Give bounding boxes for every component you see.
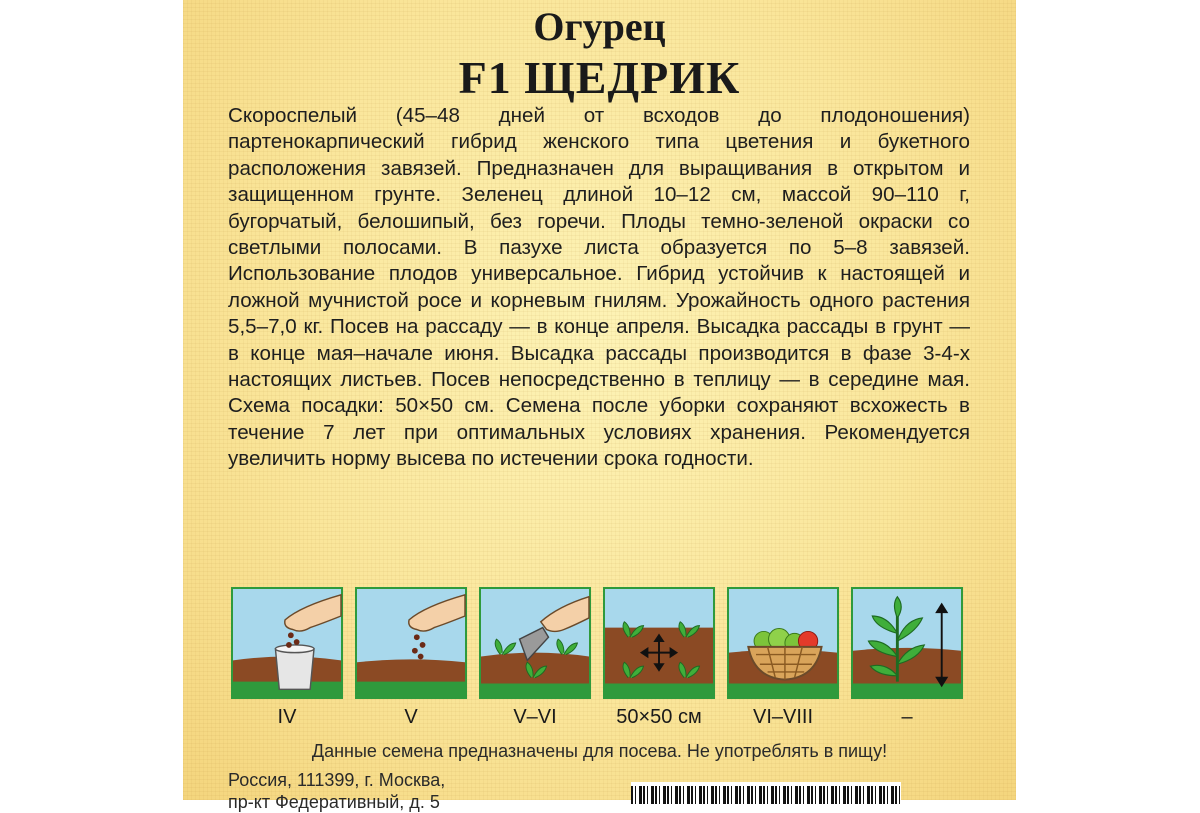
transplanting-seedlings-icon xyxy=(479,587,591,699)
packet-title xyxy=(183,3,1016,105)
address-line-1: Россия, 111399, г. Москва, xyxy=(228,770,446,790)
icon-label-harvest: VI–VIII xyxy=(752,706,814,728)
icon-label-transplanting: V–VI xyxy=(513,706,557,728)
icon-label-sowing-ground: V xyxy=(404,706,418,728)
sowing-in-ground-icon xyxy=(355,587,467,699)
harvest-basket-icon xyxy=(727,587,839,699)
icon-label-sowing-pot: IV xyxy=(277,706,297,728)
variety-name: F1 ЩЕДРИК xyxy=(458,52,741,103)
icon-label-plant-height: – xyxy=(901,706,913,728)
not-for-food-warning: Данные семена предназначены для посева. Не употреблять в пищу! xyxy=(311,741,888,761)
barcode xyxy=(631,782,901,804)
planting-scheme-icon xyxy=(603,587,715,699)
cultivation-calendar xyxy=(231,587,966,728)
producer-address xyxy=(228,769,445,813)
icon-label-planting-scheme: 50×50 см xyxy=(616,706,702,728)
seed-packet-back xyxy=(183,0,1016,812)
sowing-in-pot-icon xyxy=(231,587,343,699)
address-line-2: пр-кт Федеративный, д. 5 xyxy=(228,792,440,812)
crop-name: Огурец xyxy=(533,4,666,49)
plant-height-icon xyxy=(851,587,963,699)
variety-description: Скороспелый (45–48 дней от всходов до плодоношения) партенокарпический гибрид женского типа цветения и букетного расположения завязей. Предназначен для выращивания в открытом и защищенном грунте. Зеленец длиной 10–12 см, массой 90–110 г, бугорчатый, белошипый, без горечи. Плоды темно-зеленой окраски со светлыми полосами. В пазухе листа образуется по 5–8 завязей. Использование плодов универсальное. Гибрид устойчив к настоящей и ложной мучнистой росе и корневым гнилям. Урожайность одного растения 5,5–7,0 кг. Посев на рассаду — в конце апреля. Высадка рассады в грунт — в конце мая–начале июня. Высадка рассады производится в фазе 3-4-х настоящих листьев. Посев непосредственно в теплицу — в середине мая. Схема посадки: 50×50 см. Семена после уборки сохраняют всхожесть в течение 7 лет при оптимальных условиях хранения. Рекомендуется увеличить норму высева по истечении срока годности. xyxy=(228,104,970,471)
